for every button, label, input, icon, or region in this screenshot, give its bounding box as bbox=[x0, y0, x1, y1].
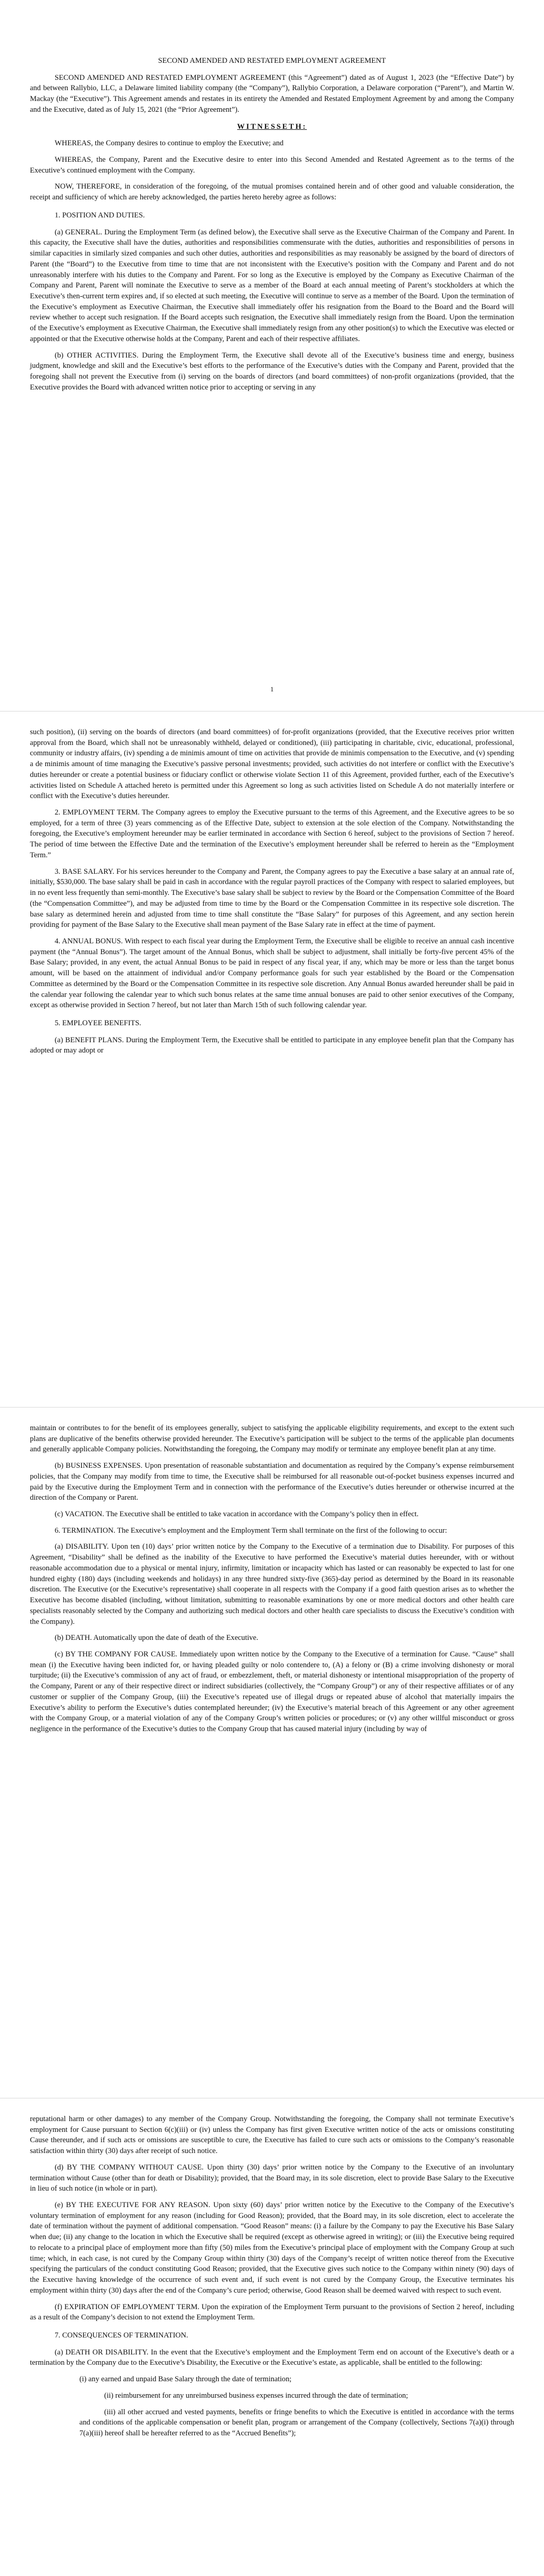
section-1-heading: 1. POSITION AND DUTIES. bbox=[55, 211, 145, 219]
document-page-2 bbox=[0, 711, 544, 1407]
whereas-paragraph-1: WHEREAS, the Company desires to continue to employ the Executive; and bbox=[55, 139, 284, 148]
section-3-paragraph: 3. BASE SALARY. For his services hereunder to the Company and Parent, the Company agrees to pay the Executive a base salary at an annual rate of, initially, $530,000. The base salary shall be paid in cash in accordance with the regular payroll practices of the Company with respect to salaried employees, but in no event less frequently than semi-monthly. The Executive’s base salary shall be subject to review by the Board or the Compensation Committee of the Board (the “Compensation Committee”), and may be adjusted from time to time by the Board or the Compensation Committee in its respective sole discretion. The base salary as determined herein and adjusted from time to time shall constitute the “Base Salary” for purposes of this Agreement, and any section herein providing for payment of the Base Salary to the Executive shall mean payment of the Base Salary rate in effect at the time of payment. bbox=[30, 867, 514, 929]
section-6f-paragraph: (f) EXPIRATION OF EMPLOYMENT TERM. Upon the expiration of the Employment Term pursuant to the provisions of Section 2 hereof, including as a result of the Company’s decision to not extend the Employment Term. bbox=[30, 2302, 514, 2322]
section-5a-continued: maintain or contributes to for the benefit of its employees generally, subject to satisfying the applicable eligibility requirements, and except to the extent such plans are duplicative of the benefits otherwise provided hereunder. The Executive’s participation will be subject to the terms of the applicable plan documents and generally applicable Company policies. Notwithstanding the foregoing, the Company may modify or terminate any employee benefit plan at any time. bbox=[30, 1424, 514, 1454]
section-5-heading: 5. EMPLOYEE BENEFITS. bbox=[55, 1019, 141, 1027]
document-title: SECOND AMENDED AND RESTATED EMPLOYMENT AGREEMENT bbox=[158, 57, 386, 65]
section-6b-paragraph: (b) DEATH. Automatically upon the date of death of the Executive. bbox=[55, 1634, 258, 1642]
whereas-paragraph-2: WHEREAS, the Company, Parent and the Executive desire to enter into this Second Amended and Restated Agreement as to the terms of the Executive’s continued employment with the Company. bbox=[30, 156, 514, 175]
witnesseth-heading: WITNESSETH: bbox=[237, 122, 307, 131]
document-page-1 bbox=[0, 0, 544, 711]
section-6d-paragraph: (d) BY THE COMPANY WITHOUT CAUSE. Upon thirty (30) days’ prior written notice by the Company to the Executive of an involuntary termination without Cause (other than for death or Disability); provided, that the Board may, in its sole discretion, elect to provide Base Salary to the Executive in lieu of such notice (in whole or in part). bbox=[30, 2163, 514, 2193]
section-1b-paragraph: (b) OTHER ACTIVITIES. During the Employment Term, the Executive shall devote all of the Executive’s business time and energy, business judgment, knowledge and skill and the Executive’s best efforts to the performance of the Executive’s duties with the Company and Parent, provided that the foregoing shall not prevent the Executive from (i) serving on the boards of directors (and board committees) of non-profit organizations (provided, that the Executive provides the Board with advanced written notice prior to accepting or serving in any bbox=[30, 351, 514, 392]
page-number: 1 bbox=[270, 685, 274, 693]
section-1a-paragraph: (a) GENERAL. During the Employment Term (as defined below), the Executive shall serve as the Executive Chairman of the Company and Parent. In this capacity, the Executive shall have the duties, authorities and responsibilities commensurate with the duties, authorities and responsibilities of persons in similar capacities in similarly sized companies and such other duties, authorities and responsibilities as may reasonably be assigned by the board of directors of Parent (the “Board”) to the Executive from time to time that are not inconsistent with the Executive’s position with the Company and Parent and do not unreasonably interfere with his duties to the Company and Parent. For so long as the Executive is employed by the Company as Executive Chairman of the Company and Parent, Parent will nominate the Executive to serve as a member of the Board at each annual meeting of Parent’s stockholders at which the Executive’s then-current term expires and, if so elected at such meeting, the Executive will continue to serve as a member of the Board. Upon the termination of the Executive’s employment as Executive Chairman, the Executive shall immediately offer his resignation from the Board to the Board and the Board will review whether to accept such resignation. If the Board accepts such resignation, the Executive shall immediately resign from the Board. Upon the termination of the Executive’s employment as Executive Chairman, the Executive shall immediately resign from any other position(s) to which the Executive was elected or appointed or that the Executive otherwise holds at the Company, Parent and each of their respective affiliates. bbox=[30, 228, 514, 343]
section-7a-paragraph: (a) DEATH OR DISABILITY. In the event that the Executive’s employment and the Employment Term end on account of the Executive’s death or a termination by the Company due to the Executive’s Disability, the Executive or the Executive’s estate, as applicable, shall be entitled to the following: bbox=[30, 2348, 514, 2367]
document-page-3 bbox=[0, 1408, 544, 2098]
section-7a-ii-item: (ii) reimbursement for any unreimbursed business expenses incurred through the date of termination; bbox=[104, 2391, 408, 2400]
section-2-paragraph: 2. EMPLOYMENT TERM. The Company agrees to employ the Executive pursuant to the terms of this Agreement, and the Executive agrees to be so employed, for a term of three (3) years commencing as of the Effective Date, subject to extension at the sole election of the Company. Notwithstanding the foregoing, the Executive’s employment hereunder may be earlier terminated in accordance with Section 6 hereof, subject to the provisions of Section 7 hereof. The period of time between the Effective Date and the termination of the Executive’s employment hereunder shall be referred to herein as the “Employment Term.” bbox=[30, 808, 514, 859]
section-6c-continued: reputational harm or other damages) to any member of the Company Group. Notwithstanding the foregoing, the Company shall not terminate Executive’s employment for Cause pursuant to Section 6(c)(iii) or (iv) unless the Company has first given Executive written notice of the acts or omissions constituting Cause thereunder, and if such acts or omissions are susceptible to cure, the Executive has failed to cure such acts or omissions to the Company’s reasonable satisfaction within thirty (30) days after receipt of such notice. bbox=[30, 2115, 514, 2156]
section-1b-continued: such position), (ii) serving on the boards of directors (and board committees) of for-profit organizations (provided, that the Executive receives prior written approval from the Board, which shall not be unreasonably withheld, delayed or conditioned), (iii) participating in charitable, civic, educational, professional, community or industry affairs, (iv) spending a de minimis amount of time on activities that provide de minimis compensation to the Executive, and (v) spending a de minimis amount of time managing the Executive’s passive personal investments; provided, such activities do not interfere or conflict with the Executive’s duties hereunder or create a potential business or fiduciary conflict or otherwise violate Section 11 of this Agreement, provided further, each of the Executive’s activities listed on Schedule A attached hereto is permitted under this Agreement so long as such activities listed on Schedule A do not materially interfere or conflict with the Executive’s duties hereunder. bbox=[30, 728, 514, 801]
section-5c-paragraph: (c) VACATION. The Executive shall be entitled to take vacation in accordance with the Company’s policy then in effect. bbox=[55, 1510, 419, 1519]
document-page-4 bbox=[0, 2098, 544, 2576]
now-therefore-paragraph: NOW, THEREFORE, in consideration of the foregoing, of the mutual promises contained herein and of other good and valuable consideration, the receipt and sufficiency of which are hereby acknowledged, the parties hereto hereby agree as follows: bbox=[30, 182, 514, 202]
section-7a-i-item: (i) any earned and unpaid Base Salary through the date of termination; bbox=[79, 2375, 292, 2384]
section-6c-paragraph: (c) BY THE COMPANY FOR CAUSE. Immediately upon written notice by the Company to the Executive of a termination for Cause. “Cause” shall mean (i) the Executive having been indicted for, or having pleaded guilty or nolo contendere to, (A) a felony or (B) a crime involving dishonesty or moral turpitude; (ii) the Executive’s commission of any act of fraud, or embezzlement, theft, or material dishonesty or intentional misappropriation of the property of the Company, Parent or any of their respective direct or indirect subsidiaries (collectively, the “Company Group”) or any of their respective affiliates or of any customer or supplier of the Company Group, (iii) the Executive’s repeated use of illegal drugs or repeated abuse of alcohol that materially impairs the Executive’s ability to perform the Executive’s duties contemplated hereunder; (iv) the Executive’s material breach of this Agreement or any other agreement with the Company Group, or a material violation of any of the Company Group’s written policies or procedures; or (v) any other willful misconduct or gross negligence in the performance of the Executive’s duties to the Company Group that has caused material injury (including by way of bbox=[30, 1650, 514, 1733]
section-5b-paragraph: (b) BUSINESS EXPENSES. Upon presentation of reasonable substantiation and documentation as required by the Company’s expense reimbursement policies, that the Company may modify from time to time, the Executive shall be reimbursed for all reasonable out-of-pocket business expenses incurred and paid by the Executive during the Employment Term and in connection with the performance of the Executive’s duties hereunder or otherwise incurred at the direction of the Company or Parent. bbox=[30, 1462, 514, 1502]
section-7a-iii-item: (iii) all other accrued and vested payments, benefits or fringe benefits to which the Executive is entitled in accordance with the terms and conditions of the applicable compensation or benefit plan, program or arrangement of the Company (collectively, Sections 7(a)(i) through 7(a)(iii) hereof shall be hereafter referred to as the “Accrued Benefits”); bbox=[79, 2408, 514, 2437]
section-6-paragraph: 6. TERMINATION. The Executive’s employment and the Employment Term shall terminate on the first of the following to occur: bbox=[55, 1526, 447, 1535]
section-7-heading: 7. CONSEQUENCES OF TERMINATION. bbox=[55, 2331, 188, 2340]
intro-paragraph: SECOND AMENDED AND RESTATED EMPLOYMENT AGREEMENT (this “Agreement”) dated as of August 1, 2023 (the “Effective Date”) by and between Rallybio, LLC, a Delaware limited liability company (the “Company”), Rallybio Corporation, a Delaware corporation (“Parent”), and Martin W. Mackay (the “Executive”). This Agreement amends and restates in its entirety the Amended and Restated Employment Agreement by and among the Company and the Executive, dated as of July 15, 2021 (the “Prior Agreement”). bbox=[30, 73, 514, 114]
section-6a-paragraph: (a) DISABILITY. Upon ten (10) days’ prior written notice by the Company to the Executive of a termination due to Disability. For purposes of this Agreement, “Disability” shall be defined as the inability of the Executive to have performed the Executive’s material duties hereunder, with or without reasonable accommodation due to a physical or mental injury, infirmity, limitation or incapacity which has lasted or can reasonably be expected to last for one hundred eighty (180) days (including weekends and holidays) in any three hundred sixty-five (365)-day period as determined by the Board in its reasonable discretion. The Executive (or the Executive’s representative) shall cooperate in all respects with the Company if a good faith question arises as to whether the Executive has become disabled (including, without limitation, submitting to reasonable examinations by one or more medical doctors and other health care specialists reasonably selected by the Company and authorizing such medical doctors and other health care specialists to discuss the Executive’s condition with the Company). bbox=[30, 1543, 514, 1626]
section-5a-paragraph: (a) BENEFIT PLANS. During the Employment Term, the Executive shall be entitled to participate in any employee benefit plan that the Company has adopted or may adopt or bbox=[30, 1036, 514, 1055]
section-4-paragraph: 4. ANNUAL BONUS. With respect to each fiscal year during the Employment Term, the Executive shall be eligible to receive an annual cash incentive payment (the “Annual Bonus”). The target amount of the Annual Bonus, which shall be subject to adjustment, shall initially be forty-five percent 45% of the Base Salary; provided, in any event, the actual Annual Bonus to be paid in respect of any fiscal year, if any, which may be more or less than the target bonus amount, will be based on the attainment of individual and/or Company performance goals for such year established by the Board or the Compensation Committee as determined by the Board or the Compensation Committee in its respective sole discretion. Any Annual Bonus awarded hereunder shall be paid in the calendar year following the calendar year to which such bonus relates at the same time annual bonuses are paid to other senior executives of the Company, except as otherwise provided in Section 7 hereof, but not later than March 15th of such following calendar year. bbox=[30, 937, 514, 1010]
section-6e-paragraph: (e) BY THE EXECUTIVE FOR ANY REASON. Upon sixty (60) days’ prior written notice by the Executive to the Company of the Executive’s voluntary termination of employment for any reason (including for Good Reason); provided, that the Board may, in its sole discretion, elect to accelerate the date of termination without the payment of additional compensation. “Good Reason” means: (i) a failure by the Company to pay the Executive his Base Salary when due; (ii) any change to the location in which the Executive shall be required (except as otherwise agreed in writing); or (iii) the Executive being required to relocate to a principal place of employment more than fifty (50) miles from the Executive’s principal place of employment with the Company Group at such time; which, in each case, is not cured by the Company Group within thirty (30) days of the Company’s receipt of written notice thereof from the Executive specifying the particulars of the conduct constituting Good Reason; provided, that the Executive gives such notice to the Company within ninety (90) days of the Executive having knowledge of the occurrence of such event and, if such event is not cured by the Company Group, the Executive terminates his employment within thirty (30) days after the end of the Company’s cure period; otherwise, Good Reason shall be deemed waived with respect to such event. bbox=[30, 2201, 514, 2295]
